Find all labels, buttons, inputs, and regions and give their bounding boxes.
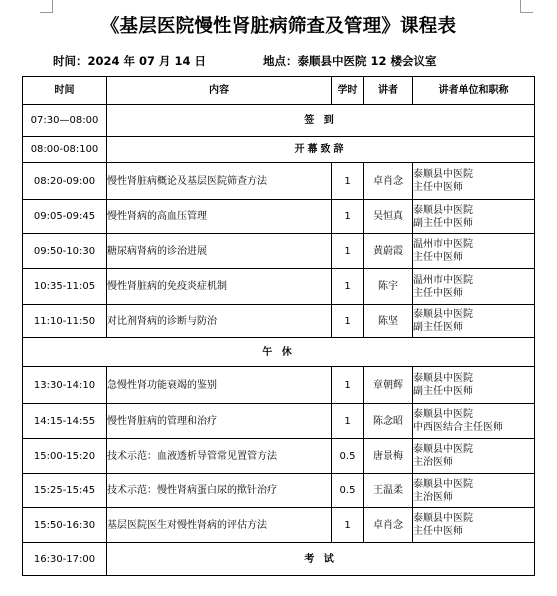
row-time: 09:50-10:30 (23, 234, 107, 269)
row-speaker: 陈坚 (364, 305, 413, 338)
row-speaker: 吴恒真 (364, 200, 413, 234)
row-time: 09:05-09:45 (23, 200, 107, 234)
table-row (23, 474, 535, 508)
row-time: 10:35-11:05 (23, 269, 107, 305)
org-unit: 泰顺县中医院 (413, 373, 473, 384)
document-title: 《基层医院慢性肾脏病筛查及管理》课程表 (100, 16, 457, 37)
row-content: 急慢性肾功能衰竭的鉴别 (107, 367, 332, 404)
table-row (23, 163, 535, 200)
row-hours: 1 (332, 508, 364, 543)
row-speaker-org (413, 163, 535, 200)
org-title: 主任中医师 (413, 252, 463, 263)
org-title: 主任中医师 (413, 526, 463, 537)
org-title: 主治医师 (413, 457, 453, 468)
org-title: 中西医结合主任医师 (413, 422, 503, 433)
row-span-text: 考 试 (107, 543, 535, 576)
org-unit: 温州市中医院 (413, 274, 473, 286)
row-speaker: 王温柔 (364, 474, 413, 508)
header-hours: 学时 (332, 77, 364, 105)
org-title: 副主任医师 (413, 322, 463, 333)
row-content: 糖尿病肾病的诊治进展 (107, 234, 332, 269)
row-time: 14:15-14:55 (23, 404, 107, 439)
row-hours: 1 (332, 367, 364, 404)
row-hours: 0.5 (332, 474, 364, 508)
header-speaker-org: 讲者单位和职称 (413, 77, 535, 105)
row-time: 08:20-09:00 (23, 163, 107, 200)
row-hours: 1 (332, 234, 364, 269)
table-row (23, 200, 535, 234)
row-hours: 1 (332, 404, 364, 439)
row-speaker-org (413, 508, 535, 543)
org-unit: 泰顺县中医院 (413, 409, 473, 420)
org-unit: 泰顺县中医院 (413, 309, 473, 320)
row-speaker-org (413, 305, 535, 338)
row-speaker: 唐景梅 (364, 439, 413, 474)
schedule-location: 地点：泰顺县中医院 12 楼会议室 (263, 54, 437, 68)
row-speaker-org (413, 200, 535, 234)
row-time: 07:30—08:00 (23, 105, 107, 137)
table-header-row (23, 77, 535, 105)
row-speaker-org (413, 474, 535, 508)
row-content: 基层医院医生对慢性肾病的评估方法 (107, 508, 332, 543)
table-row (23, 234, 535, 269)
org-unit: 泰顺县中医院 (413, 513, 473, 524)
row-content: 慢性肾脏病概论及基层医院筛查方法 (107, 163, 332, 200)
org-unit: 泰顺县中医院 (413, 169, 473, 180)
row-speaker: 卓肖念 (364, 163, 413, 200)
row-content: 技术示范：慢性肾病蛋白尿的揿针治疗 (107, 474, 332, 508)
schedule-table (22, 76, 535, 576)
row-time: 15:25-15:45 (23, 474, 107, 508)
header-time: 时间 (23, 77, 107, 105)
org-title: 主治医师 (413, 491, 453, 503)
row-speaker: 卓肖念 (364, 508, 413, 543)
table-row (23, 367, 535, 404)
org-title: 副主任中医师 (413, 217, 473, 229)
row-hours: 1 (332, 163, 364, 200)
table-row (23, 269, 535, 305)
row-speaker: 陈念昭 (364, 404, 413, 439)
table-row (23, 305, 535, 338)
row-speaker: 黄蔚霞 (364, 234, 413, 269)
org-title: 副主任中医师 (413, 386, 473, 397)
header-content: 内容 (107, 77, 332, 105)
org-unit: 泰顺县中医院 (413, 478, 473, 490)
table-row (23, 543, 535, 576)
row-content: 对比剂肾病的诊断与防治 (107, 305, 332, 338)
header-speaker: 讲者 (364, 77, 413, 105)
table-row (23, 105, 535, 137)
row-speaker-org (413, 404, 535, 439)
row-speaker-org (413, 269, 535, 305)
table-row (23, 439, 535, 474)
row-time: 15:00-15:20 (23, 439, 107, 474)
table-row (23, 404, 535, 439)
row-content: 慢性肾脏病的管理和治疗 (107, 404, 332, 439)
row-hours: 1 (332, 305, 364, 338)
table-row (23, 137, 535, 163)
row-speaker: 章朝辉 (364, 367, 413, 404)
row-speaker: 陈宇 (364, 269, 413, 305)
lunch-break-label: 午 休 (23, 338, 535, 367)
row-time: 13:30-14:10 (23, 367, 107, 404)
org-unit: 泰顺县中医院 (413, 204, 473, 216)
row-content: 慢性肾脏病的免疫炎症机制 (107, 269, 332, 305)
row-time: 15:50-16:30 (23, 508, 107, 543)
org-unit: 泰顺县中医院 (413, 444, 473, 455)
org-title: 主任中医师 (413, 287, 463, 299)
row-speaker-org (413, 234, 535, 269)
row-speaker-org (413, 439, 535, 474)
row-time: 16:30-17:00 (23, 543, 107, 576)
row-content: 技术示范：血液透析导管常见置管方法 (107, 439, 332, 474)
row-time: 08:00-08:100 (23, 137, 107, 163)
org-title: 主任中医师 (413, 182, 463, 193)
row-speaker-org (413, 367, 535, 404)
row-hours: 1 (332, 200, 364, 234)
row-time: 11:10-11:50 (23, 305, 107, 338)
table-row (23, 508, 535, 543)
row-hours: 0.5 (332, 439, 364, 474)
row-span-text: 签 到 (107, 105, 535, 137)
row-hours: 1 (332, 269, 364, 305)
table-row-break (23, 338, 535, 367)
row-span-text: 开幕致辞 (107, 137, 535, 163)
org-unit: 温州市中医院 (413, 239, 473, 250)
row-content: 慢性肾病的高血压管理 (107, 200, 332, 234)
schedule-date: 时间：2024 年 07 月 14 日 (53, 54, 207, 68)
